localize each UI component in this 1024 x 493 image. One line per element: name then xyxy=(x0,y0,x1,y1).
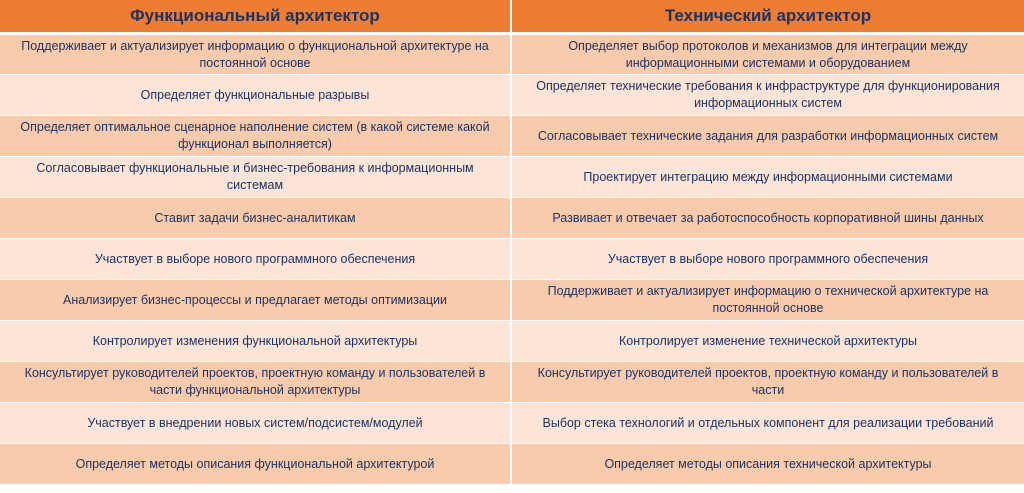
technical-duty-cell: Поддерживает и актуализирует информацию о технической архитектуре на постоянной основе xyxy=(511,280,1024,321)
table-row xyxy=(0,198,1024,239)
technical-duty-cell: Согласовывает технические задания для разработки информационных систем xyxy=(511,116,1024,157)
header-technical-architect: Технический архитектор xyxy=(511,0,1024,34)
functional-duty-cell: Определяет методы описания функциональной архитектурой xyxy=(0,444,511,485)
technical-duty-cell: Развивает и отвечает за работоспособность корпоративной шины данных xyxy=(511,198,1024,239)
table-row xyxy=(0,362,1024,403)
table-row xyxy=(0,403,1024,444)
table-row xyxy=(0,280,1024,321)
functional-duty-cell: Консультирует руководителей проектов, проектную команду и пользователей в части функциональной архитектуры xyxy=(0,362,511,403)
table-row xyxy=(0,116,1024,157)
functional-duty-cell: Поддерживает и актуализирует информацию о функциональной архитектуре на постоянной основе xyxy=(0,34,511,75)
table-row xyxy=(0,321,1024,362)
functional-duty-cell: Определяет функциональные разрывы xyxy=(0,75,511,116)
functional-duty-cell: Участвует в внедрении новых систем/подсистем/модулей xyxy=(0,403,511,444)
header-functional-architect: Функциональный архитектор xyxy=(0,0,511,34)
table-row xyxy=(0,239,1024,280)
table-row xyxy=(0,75,1024,116)
table-row xyxy=(0,157,1024,198)
technical-duty-cell: Контролирует изменение технической архитектуры xyxy=(511,321,1024,362)
functional-duty-cell: Ставит задачи бизнес-аналитикам xyxy=(0,198,511,239)
technical-duty-cell: Выбор стека технологий и отдельных компонент для реализации требований xyxy=(511,403,1024,444)
functional-duty-cell: Определяет оптимальное сценарное наполнение систем (в какой системе какой функционал выполняется) xyxy=(0,116,511,157)
technical-duty-cell: Определяет технические требования к инфраструктуре для функционирования информационных систем xyxy=(511,75,1024,116)
table-header-row xyxy=(0,0,1024,34)
table-row xyxy=(0,34,1024,75)
functional-duty-cell: Согласовывает функциональные и бизнес-требования к информационным системам xyxy=(0,157,511,198)
functional-duty-cell: Участвует в выборе нового программного обеспечения xyxy=(0,239,511,280)
technical-duty-cell: Определяет методы описания технической архитектуры xyxy=(511,444,1024,485)
technical-duty-cell: Проектирует интеграцию между информационными системами xyxy=(511,157,1024,198)
table-row xyxy=(0,444,1024,485)
functional-duty-cell: Анализирует бизнес-процессы и предлагает методы оптимизации xyxy=(0,280,511,321)
functional-duty-cell: Контролирует изменения функциональной архитектуры xyxy=(0,321,511,362)
technical-duty-cell: Консультирует руководителей проектов, проектную команду и пользователей в части xyxy=(511,362,1024,403)
technical-duty-cell: Участвует в выборе нового программного обеспечения xyxy=(511,239,1024,280)
technical-duty-cell: Определяет выбор протоколов и механизмов для интеграции между информационными системами и оборудованием xyxy=(511,34,1024,75)
